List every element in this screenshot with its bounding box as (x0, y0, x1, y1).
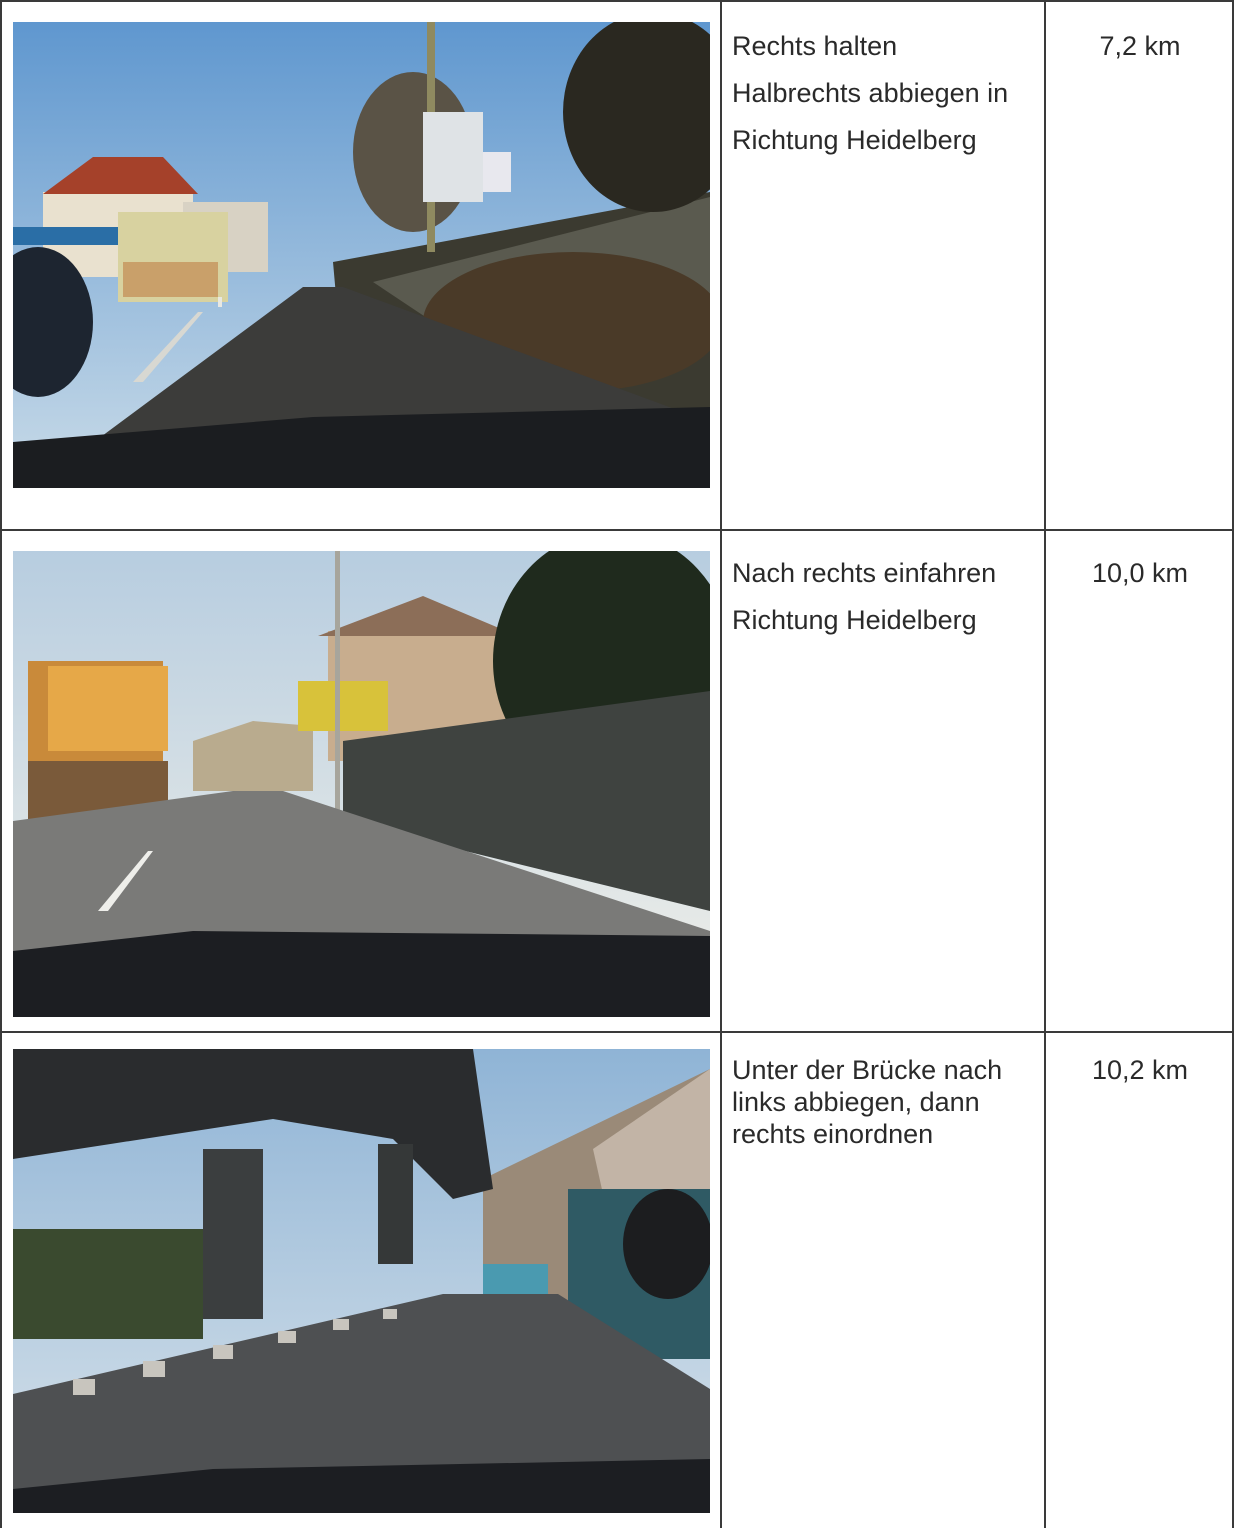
route-photo (13, 1049, 710, 1513)
direction-instructions (732, 557, 1032, 651)
direction-instructions (732, 30, 1032, 171)
distance-value: 10,0 km (1091, 558, 1189, 588)
table-row (0, 0, 1234, 529)
table-row (0, 529, 1234, 1031)
table-row (0, 1031, 1234, 1528)
route-photo (13, 551, 710, 1017)
instruction-text: Rechts halten (732, 31, 898, 61)
route-photo (13, 22, 710, 488)
instruction-text: Halbrechts abbiegen in (732, 78, 1009, 108)
instruction-text: Richtung Heidelberg (732, 605, 977, 635)
distance-value: 7,2 km (1099, 31, 1181, 61)
instruction-text: Unter der Brücke nach links abbiegen, dann rechts einordnen (732, 1055, 1003, 1149)
distance-value: 10,2 km (1091, 1055, 1189, 1085)
direction-instructions (732, 1054, 1032, 1165)
instruction-text: Nach rechts einfahren (732, 558, 997, 588)
instruction-text: Richtung Heidelberg (732, 125, 977, 155)
